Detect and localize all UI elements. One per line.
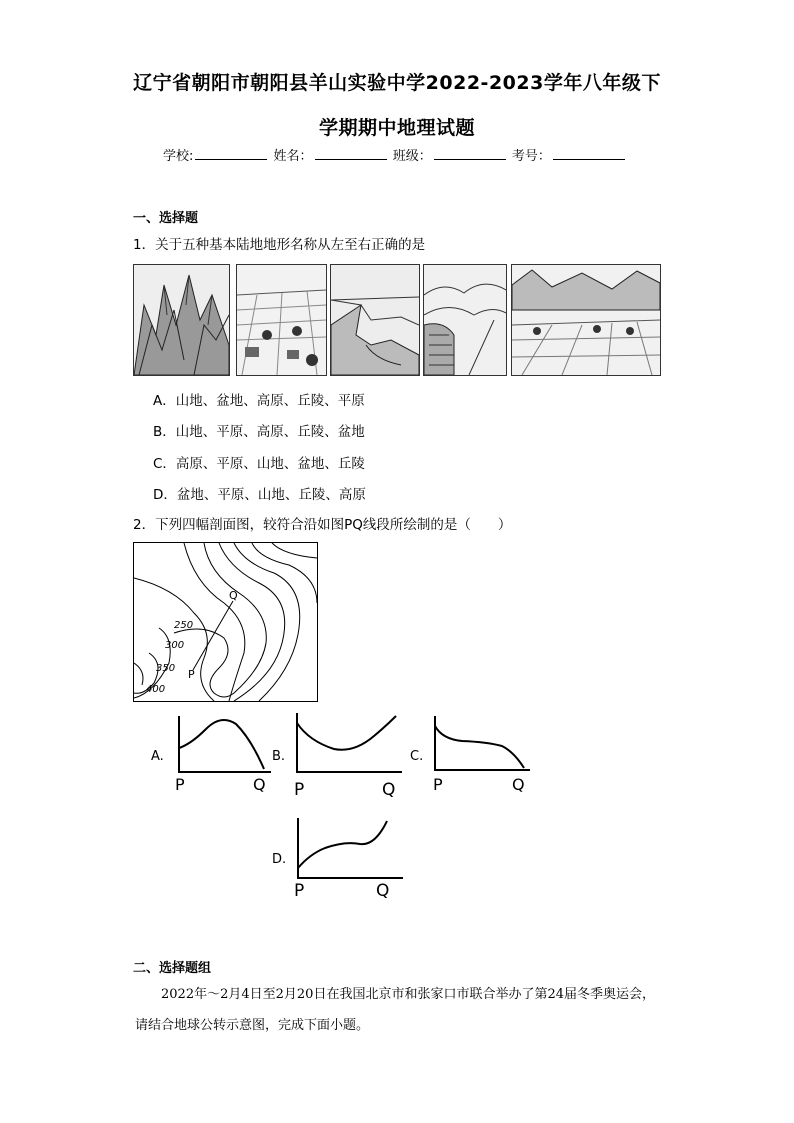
q1-option-a[interactable]: A．山地、盆地、高原、丘陵、平原: [153, 393, 365, 409]
q1-option-d[interactable]: D．盆地、平原、山地、丘陵、高原: [153, 487, 366, 503]
school-blank: [195, 147, 267, 160]
profile-d-chart: [295, 816, 405, 882]
landform-picture-basin: [511, 264, 661, 376]
point-q-label: Q: [229, 589, 238, 602]
profile-a-p: P: [175, 775, 185, 794]
page-title-line2: 学期期中地理试题: [318, 117, 475, 139]
contour-label-250: 250: [174, 620, 194, 631]
exam-number-label: 考号：: [511, 149, 551, 164]
profile-b-label[interactable]: B.: [272, 749, 286, 764]
contour-label-300: 300: [165, 640, 185, 651]
question-2-stem: 2．下列四幅剖面图，较符合沿如图PQ线段所绘制的是（ ）: [133, 517, 512, 533]
profile-d-q: Q: [376, 881, 390, 901]
profile-d-label[interactable]: D.: [272, 852, 287, 867]
section-2-heading: 二、选择题组: [133, 961, 212, 976]
contour-label-350: 350: [156, 663, 176, 674]
profile-b-chart: [294, 711, 404, 776]
profile-d-p: P: [294, 881, 305, 901]
profile-a-label[interactable]: A.: [151, 749, 164, 764]
landform-picture-mountain: [133, 264, 230, 376]
class-label: 班级：: [392, 149, 432, 164]
page-title: 辽宁省朝阳市朝阳县羊山实验中学2022-2023学年八年级下: [133, 72, 661, 94]
profile-b-q: Q: [382, 780, 396, 800]
profile-a-q: Q: [253, 775, 266, 794]
class-blank: [434, 147, 506, 160]
profile-b-p: P: [294, 780, 305, 800]
landform-picture-plain: [236, 264, 327, 376]
contour-label-400: 400: [146, 684, 166, 695]
pq-line: [193, 601, 233, 670]
point-p-label: P: [188, 668, 195, 681]
section-heading: 一、选择题: [133, 211, 199, 226]
profile-c-q: Q: [512, 775, 525, 794]
exam-number-blank: [553, 147, 625, 160]
name-label: 姓名：: [273, 149, 313, 164]
q1-option-c[interactable]: C．高原、平原、山地、盆地、丘陵: [153, 456, 365, 472]
profile-a-chart: [176, 714, 276, 776]
profile-c-chart: [432, 714, 532, 774]
contour-map: [133, 542, 318, 702]
q1-option-b[interactable]: B．山地、平原、高原、丘陵、盆地: [153, 424, 365, 440]
profile-c-label[interactable]: C.: [410, 749, 424, 764]
student-info-row: [163, 145, 627, 164]
profile-c-p: P: [433, 775, 443, 794]
landform-picture-plateau: [330, 264, 420, 376]
landform-picture-hills: [423, 264, 507, 376]
section-2-passage: 2022年～2月4日至2月20日在我国北京市和张家口市联合举办了第24届冬季奥运会，请结合地球公转示意图，完成下面小题。: [135, 987, 655, 1033]
question-1-stem: 1．关于五种基本陆地地形名称从左至右正确的是: [133, 237, 426, 253]
school-label: 学校:: [163, 149, 194, 164]
name-blank: [315, 147, 387, 160]
